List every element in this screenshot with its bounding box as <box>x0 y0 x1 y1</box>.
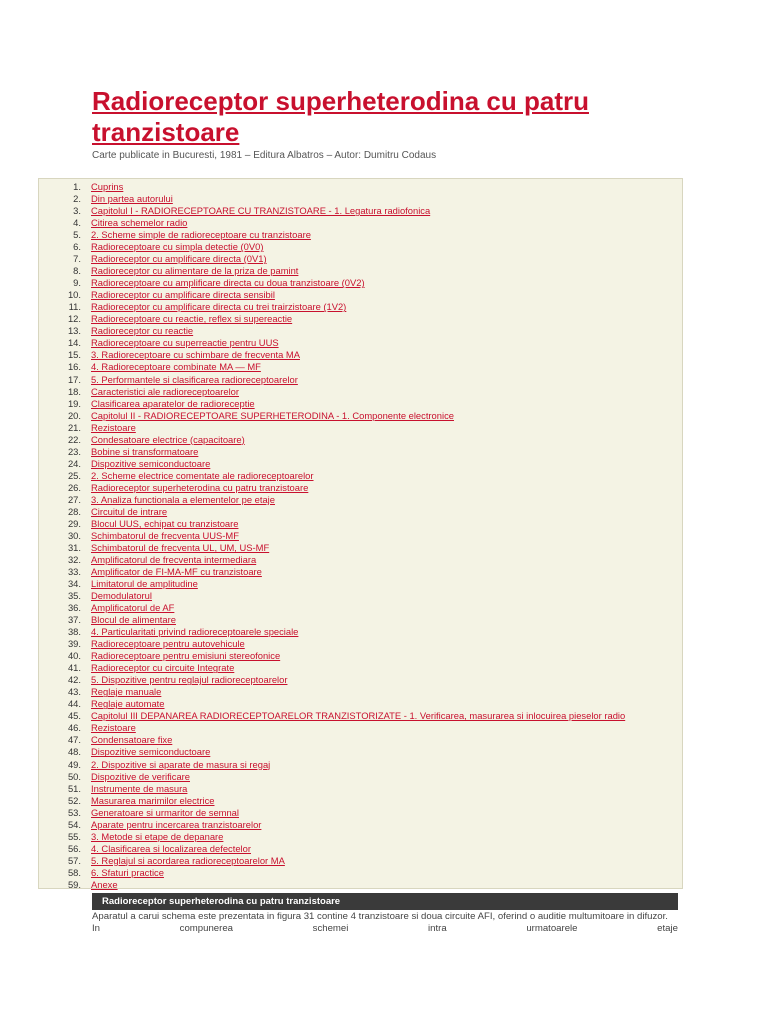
toc-link[interactable]: Generatoare si urmaritor de semnal <box>91 806 239 818</box>
toc-link[interactable]: Condesatoare electrice (capacitoare) <box>91 433 245 445</box>
toc-item-number: 15. <box>67 349 81 361</box>
toc-item-number: 25. <box>67 469 81 481</box>
toc-item <box>39 795 682 807</box>
toc-item-number: 4. <box>73 217 81 229</box>
toc-item-number: 33. <box>67 566 81 577</box>
toc-link[interactable]: Limitatorul de amplitudine <box>91 578 198 590</box>
toc-item-number: 48. <box>67 746 81 758</box>
toc-item-number: 36. <box>67 602 81 614</box>
toc-link[interactable]: Condensatoare fixe <box>91 734 173 746</box>
toc-link[interactable]: Dispozitive de verificare <box>91 770 190 782</box>
toc-item <box>39 530 682 542</box>
toc-item-number: 3. <box>73 205 81 217</box>
toc-item <box>39 313 682 325</box>
section-heading: Radioreceptor superheterodina cu patru tranzistoare <box>92 893 678 910</box>
toc-item-number: 11. <box>68 301 81 313</box>
toc-item-number: 24. <box>67 457 81 469</box>
toc-item-number: 41. <box>67 662 81 674</box>
toc-link[interactable]: Citirea schemelor radio <box>91 217 188 229</box>
toc-item-number: 59. <box>67 878 81 890</box>
toc-item <box>39 374 682 386</box>
toc-item <box>39 638 682 650</box>
toc-item <box>39 193 682 205</box>
toc-item-number: 58. <box>67 866 81 878</box>
toc-item-number: 52. <box>67 794 81 806</box>
toc-item <box>39 867 682 879</box>
toc-item-number: 29. <box>67 517 81 529</box>
toc-item-number: 21. <box>67 421 81 433</box>
toc-item <box>39 590 682 602</box>
toc-item-number: 10. <box>67 289 81 301</box>
toc-item <box>39 434 682 446</box>
toc-item <box>39 349 682 361</box>
toc-item <box>39 470 682 482</box>
toc-link[interactable]: Schimbatorul de frecventa UL, UM, US-MF <box>91 541 270 553</box>
toc-item <box>39 241 682 253</box>
toc-item-number: 14. <box>67 337 81 349</box>
toc-link[interactable]: 5. Reglajul si acordarea radioreceptoarelor MA <box>91 854 285 866</box>
toc-link[interactable]: 3. Analiza functionala a elementelor pe etaje <box>91 493 275 505</box>
toc-link[interactable]: 4. Clasificarea si localizarea defectelor <box>91 842 251 854</box>
toc-link[interactable]: 5. Performantele si clasificarea radioreceptoarelor <box>91 373 298 385</box>
toc-item-number: 46. <box>67 722 81 734</box>
toc-item-number: 9. <box>73 277 81 289</box>
toc-item <box>39 422 682 434</box>
toc-item <box>39 482 682 494</box>
toc-link[interactable]: Radioreceptoare cu amplificare directa cu doua tranzistoare (0V2) <box>91 277 365 289</box>
toc-link[interactable]: Rezistoare <box>91 421 136 433</box>
toc-item-number: 27. <box>67 493 81 505</box>
toc-link[interactable]: Cuprins <box>91 181 124 192</box>
toc-link[interactable]: Amplificatorul de frecventa intermediara <box>91 553 257 565</box>
toc-link[interactable]: Caracteristici ale radioreceptoarelor <box>91 385 239 397</box>
toc-link[interactable]: Radioreceptoare cu reactie, reflex si supereactie <box>91 313 293 325</box>
toc-link[interactable]: Radioreceptor cu reactie <box>91 325 194 337</box>
toc-item <box>39 662 682 674</box>
toc-item <box>39 734 682 746</box>
toc-link[interactable]: Masurarea marimilor electrice <box>91 794 215 806</box>
toc-link[interactable]: 3. Radioreceptoare cu schimbare de frecventa MA <box>91 349 300 361</box>
toc-item-number: 44. <box>67 698 81 710</box>
toc-item <box>39 722 682 734</box>
toc-item <box>39 361 682 373</box>
toc-item-number: 53. <box>67 806 81 818</box>
toc-item <box>39 819 682 831</box>
paragraph-word: intra <box>428 922 447 934</box>
toc-item-number: 43. <box>67 686 81 698</box>
paragraph-line-1: Aparatul a carui schema este prezentata in figura 31 contine 4 tranzistoare si doua circuite AFI, oferind o auditie multumitoare in difuzor. <box>92 911 668 922</box>
toc-link[interactable]: 4. Particularitati privind radioreceptoarele speciale <box>91 626 299 638</box>
toc-link[interactable]: Schimbatorul de frecventa UUS-MF <box>91 529 239 541</box>
toc-item <box>39 410 682 422</box>
toc-item-number: 26. <box>67 481 81 493</box>
toc-link[interactable]: Rezistoare <box>91 722 136 734</box>
toc-item <box>39 831 682 843</box>
table-of-contents <box>38 178 683 889</box>
toc-item <box>39 855 682 867</box>
toc-item <box>39 181 682 193</box>
toc-item-number: 55. <box>67 830 81 842</box>
toc-item <box>39 506 682 518</box>
toc-link[interactable]: Amplificatorul de AF <box>91 602 175 614</box>
toc-link[interactable]: Radioreceptoare pentru emisiuni stereofonice <box>91 650 281 662</box>
toc-item-number: 12. <box>67 313 81 325</box>
toc-item <box>39 458 682 470</box>
toc-item <box>39 325 682 337</box>
toc-list <box>39 181 682 891</box>
toc-item <box>39 686 682 698</box>
paragraph-word: etaje <box>657 922 678 934</box>
toc-link[interactable]: Blocul de alimentare <box>91 614 176 626</box>
toc-item-number: 23. <box>67 445 81 457</box>
toc-item <box>39 807 682 819</box>
toc-link[interactable]: Dispozitive semiconductoare <box>91 746 211 758</box>
toc-item-number: 38. <box>67 626 81 638</box>
toc-item <box>39 217 682 229</box>
toc-link[interactable]: 2. Dispozitive si aparate de masura si regaj <box>91 758 271 770</box>
toc-link[interactable]: 4. Radioreceptoare combinate MA — MF <box>91 361 261 373</box>
toc-link[interactable]: Reglaje manuale <box>91 686 162 698</box>
toc-item <box>39 542 682 554</box>
toc-item <box>39 398 682 410</box>
toc-link[interactable]: Radioreceptor cu circuite Integrate <box>91 662 235 674</box>
toc-item <box>39 614 682 626</box>
toc-link[interactable]: 2. Scheme electrice comentate ale radioreceptoarelor <box>91 469 314 481</box>
toc-item <box>39 710 682 722</box>
toc-link[interactable]: Reglaje automate <box>91 698 165 710</box>
toc-item-number: 39. <box>67 638 81 650</box>
toc-link[interactable]: Radioreceptor cu amplificare directa (0V1) <box>91 253 267 265</box>
toc-item <box>39 301 682 313</box>
toc-item-number: 37. <box>67 614 81 626</box>
toc-link[interactable]: Radioreceptor superheterodina cu patru tranzistoare <box>91 481 309 493</box>
toc-item-number: 28. <box>67 505 81 517</box>
paragraph-word: urmatoarele <box>526 922 578 934</box>
toc-item <box>39 650 682 662</box>
toc-item-number: 1. <box>73 181 81 192</box>
toc-item-number: 47. <box>67 734 81 746</box>
toc-link[interactable]: Blocul UUS, echipat cu tranzistoare <box>91 517 239 529</box>
toc-item-number: 54. <box>67 818 81 830</box>
toc-link[interactable]: Radioreceptoare cu superreactie pentru UUS <box>91 337 279 349</box>
toc-item <box>39 602 682 614</box>
paragraph-word: compunerea <box>179 922 233 934</box>
toc-item <box>39 446 682 458</box>
toc-item-number: 2. <box>73 193 81 205</box>
toc-link[interactable]: Radioreceptoare cu simpla detectie (0V0) <box>91 241 264 253</box>
toc-item-number: 7. <box>73 253 81 265</box>
toc-item-number: 30. <box>67 529 81 541</box>
toc-item-number: 45. <box>67 710 81 722</box>
toc-item <box>39 494 682 506</box>
toc-item-number: 6. <box>73 241 81 253</box>
toc-item <box>39 386 682 398</box>
toc-item <box>39 783 682 795</box>
toc-link[interactable]: Circuitul de intrare <box>91 505 168 517</box>
section-paragraph <box>92 911 678 934</box>
toc-item <box>39 578 682 590</box>
toc-link[interactable]: Amplificator de FI-MA-MF cu tranzistoare <box>91 566 262 577</box>
toc-item-number: 51. <box>67 782 81 794</box>
toc-link[interactable]: Bobine si transformatoare <box>91 445 199 457</box>
toc-item <box>39 337 682 349</box>
toc-link[interactable]: Capitolul I - RADIORECEPTOARE CU TRANZISTOARE - 1. Legatura radiofonica <box>91 205 431 217</box>
toc-item <box>39 205 682 217</box>
toc-item <box>39 229 682 241</box>
toc-item <box>39 554 682 566</box>
toc-item <box>39 289 682 301</box>
toc-link[interactable]: Radioreceptor cu amplificare directa cu trei trairzistoare (1V2) <box>91 301 347 313</box>
toc-link[interactable]: Radioreceptor cu alimentare de la priza de pamint <box>91 265 299 277</box>
page-title[interactable]: Radioreceptor superheterodina cu patru tranzistoare <box>92 86 589 147</box>
toc-item-number: 49. <box>67 758 81 770</box>
toc-item <box>39 626 682 638</box>
toc-item <box>39 879 682 891</box>
toc-item <box>39 746 682 758</box>
toc-item <box>39 277 682 289</box>
toc-link[interactable]: Demodulatorul <box>91 590 152 602</box>
toc-item <box>39 843 682 855</box>
toc-item <box>39 771 682 783</box>
toc-link[interactable]: Radioreceptoare pentru autovehicule <box>91 638 245 650</box>
toc-link[interactable]: Dispozitive semiconductoare <box>91 457 211 469</box>
toc-item-number: 50. <box>67 770 81 782</box>
toc-item <box>39 566 682 578</box>
toc-item-number: 34. <box>67 578 81 590</box>
toc-item-number: 57. <box>67 854 81 866</box>
toc-link[interactable]: Capitolul III DEPANAREA RADIORECEPTOARELOR TRANZISTORIZATE - 1. Verificarea, masurarea si inlocuirea pieselor radio <box>91 710 626 722</box>
toc-item <box>39 518 682 530</box>
toc-link[interactable]: Anexe <box>91 878 118 890</box>
toc-link[interactable]: Clasificarea aparatelor de radioreceptie <box>91 397 255 409</box>
toc-item <box>39 698 682 710</box>
toc-link[interactable]: 2. Scheme simple de radioreceptoare cu tranzistoare <box>91 229 311 241</box>
toc-link[interactable]: Din partea autorului <box>91 193 173 205</box>
paragraph-word: schemei <box>312 922 349 934</box>
toc-item-number: 31. <box>67 541 81 553</box>
toc-item <box>39 759 682 771</box>
toc-link[interactable]: 6. Sfaturi practice <box>91 866 164 878</box>
toc-item-number: 32. <box>67 553 81 565</box>
toc-item-number: 56. <box>67 842 81 854</box>
toc-link[interactable]: 5. Dispozitive pentru reglajul radioreceptoarelor <box>91 674 288 686</box>
toc-link[interactable]: Radioreceptor cu amplificare directa sensibil <box>91 289 275 301</box>
toc-item-number: 18. <box>67 385 81 397</box>
publication-info: Carte publicate in Bucuresti, 1981 – Editura Albatros – Autor: Dumitru Codaus <box>92 150 437 161</box>
paragraph-line-2 <box>92 923 678 935</box>
toc-link[interactable]: Capitolul II - RADIORECEPTOARE SUPERHETERODINA - 1. Componente electronice <box>91 409 454 421</box>
toc-item-number: 35. <box>67 590 81 602</box>
toc-item-number: 40. <box>67 650 81 662</box>
toc-item-number: 13. <box>67 325 81 337</box>
toc-item-number: 17. <box>67 373 81 385</box>
toc-item-number: 16. <box>67 361 81 373</box>
toc-link[interactable]: Instrumente de masura <box>91 782 188 794</box>
toc-link[interactable]: Aparate pentru incercarea tranzistoarelor <box>91 818 262 830</box>
toc-item-number: 5. <box>73 229 81 241</box>
toc-item-number: 8. <box>73 265 81 277</box>
toc-item-number: 20. <box>67 409 81 421</box>
toc-link[interactable]: 3. Metode si etape de depanare <box>91 830 224 842</box>
toc-item <box>39 265 682 277</box>
toc-item-number: 42. <box>67 674 81 686</box>
toc-item <box>39 674 682 686</box>
paragraph-word: In <box>92 922 101 934</box>
toc-item-number: 19. <box>67 397 81 409</box>
toc-item-number: 22. <box>67 433 81 445</box>
toc-item <box>39 253 682 265</box>
